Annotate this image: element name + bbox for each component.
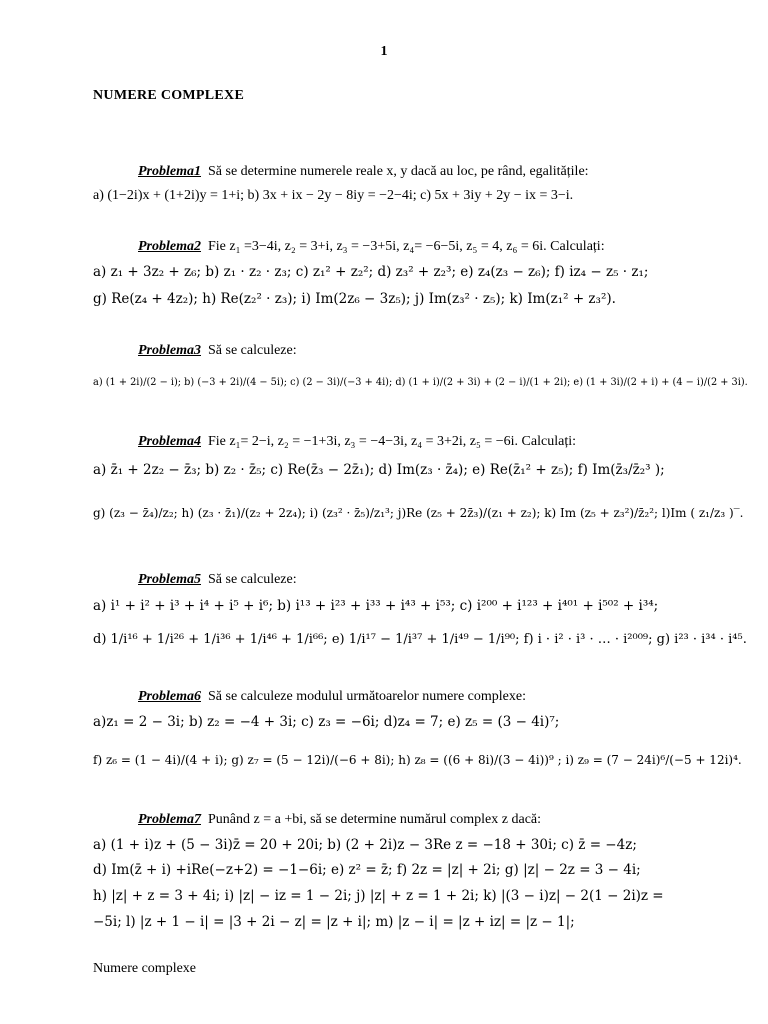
problem-5-line-2: d) 1/i¹⁶ + 1/i²⁶ + 1/i³⁶ + 1/i⁴⁶ + 1/i⁶⁶; e) 1/i¹⁷ − 1/i³⁷ + 1/i⁴⁹ − 1/i⁹⁰; f) i · i² · i³ · … · i²⁰⁰⁹; g) i²³ · i³⁴ · i⁴⁵. — [93, 632, 747, 647]
problem-5-statement: Să se calculeze: — [208, 572, 297, 587]
problem-7-heading — [138, 811, 541, 829]
problem-7-statement: Punând z = a +bi, să se determine numărul complex z dacă: — [208, 812, 542, 827]
problem-2-statement: Fie z₁ =3−4i, z₂ = 3+i, z₃ = −3+5i, z₄= −6−5i, z₅ = 4, z₆ = 6i. Calculați: — [208, 239, 605, 254]
problem-3-name: Problema3 — [138, 343, 201, 358]
problem-5-line-1: a) i¹ + i² + i³ + i⁴ + i⁵ + i⁶; b) i¹³ + i²³ + i³³ + i⁴³ + i⁵³; c) i²⁰⁰ + i¹²³ + i⁴⁰¹ + i⁵⁰² + i³⁴; — [93, 598, 659, 614]
problem-4-heading — [138, 433, 576, 451]
problem-6-name: Problema6 — [138, 689, 201, 704]
problem-3-heading — [138, 342, 297, 360]
problem-7-line-1: a) (1 + i)z + (5 − 3i)z̄ = 20 + 20i; b) (2 + 2i)z − 3Re z = −18 + 30i; c) z̄ = −4z; — [93, 837, 637, 853]
problem-4-line-2: g) (z₃ − z̄₄)/z₂; h) (z₃ · z̄₁)/(z₂ + 2z₄); i) (z₃² · z̄₅)/z₁³; j)Re (z₅ + 2z̄₃)/(z₁ + z₂); k) Im (z₅ + z₃²)/z̄₂²; l)Im ( z₁/z₃ )‾. — [93, 506, 744, 520]
problem-1-name: Problema1 — [138, 164, 201, 179]
problem-7-line-2: d) Im(z̄ + i) +iRe(−z+2) = −1−6i; e) z² = z̄; f) 2z = |z| + 2i; g) |z| − 2z = 3 − 4i; — [93, 862, 641, 878]
problem-6-line-1: a)z₁ = 2 − 3i; b) z₂ = −4 + 3i; c) z₃ = −6i; d)z₄ = 7; e) z₅ = (3 − 4i)⁷; — [93, 714, 560, 730]
problem-1-statement: Să se determine numerele reale x, y dacă au loc, pe rând, egalitățile: — [208, 164, 589, 179]
problem-1-heading — [138, 163, 589, 181]
problem-3-statement: Să se calculeze: — [208, 343, 297, 358]
problem-1-line-1: a) (1−2i)x + (1+2i)y = 1+i; b) 3x + ix − 2y − 8iy = −2−4i; c) 5x + 3iy + 2y − ix = 3−i. — [93, 188, 574, 203]
problem-5-heading — [138, 571, 297, 589]
page-footer: Numere complexe — [93, 961, 197, 976]
problem-6-line-2: f) z₆ = (1 − 4i)/(4 + i); g) z₇ = (5 − 12i)/(−6 + 8i); h) z₈ = ((6 + 8i)/(3 − 4i))⁹ ; i) z₉ = (7 − 24i)⁶/(−5 + 12i)⁴. — [93, 753, 742, 767]
problem-4-name: Problema4 — [138, 434, 201, 449]
problem-7-line-4: −5i; l) |z + 1 − i| = |3 + 2i − z| = |z + i|; m) |z − i| = |z + iz| = |z − 1|; — [93, 914, 575, 930]
problem-7-name: Problema7 — [138, 812, 201, 827]
problem-2-name: Problema2 — [138, 239, 201, 254]
problem-3-line-1: a) (1 + 2i)/(2 − i); b) (−3 + 2i)/(4 − 5i); c) (2 − 3i)/(−3 + 4i); d) (1 + i)/(2 + 3i) + (2 − i)/(1 + 2i); e) (1 + 3i)/(2 + i) + (4 − i)/(2 + 3i). — [93, 377, 748, 388]
problem-2-heading — [138, 238, 605, 256]
problem-6-heading — [138, 688, 526, 706]
problem-2-line-2: g) Re(z₄ + 4z₂); h) Re(z₂² · z₃); i) Im(2z₆ − 3z₅); j) Im(z₃² · z₅); k) Im(z₁² + z₃²). — [93, 291, 616, 307]
document-title: NUMERE COMPLEXE — [93, 88, 245, 103]
problem-4-line-1: a) z̄₁ + 2z₂ − z̄₃; b) z₂ · z̄₅; c) Re(z̄₃ − 2z̄₁); d) Im(z₃ · z̄₄); e) Re(z̄₁² + z₅); f) Im(z̄₃/z̄₂³ ); — [93, 462, 665, 478]
problem-7-line-3: h) |z| + z = 3 + 4i; i) |z| − iz = 1 − 2i; j) |z| + z = 1 + 2i; k) |(3 − i)z| − 2(1 − 2i)z = — [93, 888, 664, 904]
problem-2-line-1: a) z₁ + 3z₂ + z₆; b) z₁ · z₂ · z₃; c) z₁² + z₂²; d) z₃² + z₂³; e) z₄(z₃ − z₆); f) iz₄ − z₅ · z₁; — [93, 264, 649, 280]
problem-4-statement: Fie z₁= 2−i, z₂ = −1+3i, z₃ = −4−3i, z₄ = 3+2i, z₅ = −6i. Calculați: — [208, 434, 576, 449]
page-number: 1 — [380, 44, 388, 59]
problem-5-name: Problema5 — [138, 572, 201, 587]
problem-6-statement: Să se calculeze modulul următoarelor numere complexe: — [208, 689, 526, 704]
